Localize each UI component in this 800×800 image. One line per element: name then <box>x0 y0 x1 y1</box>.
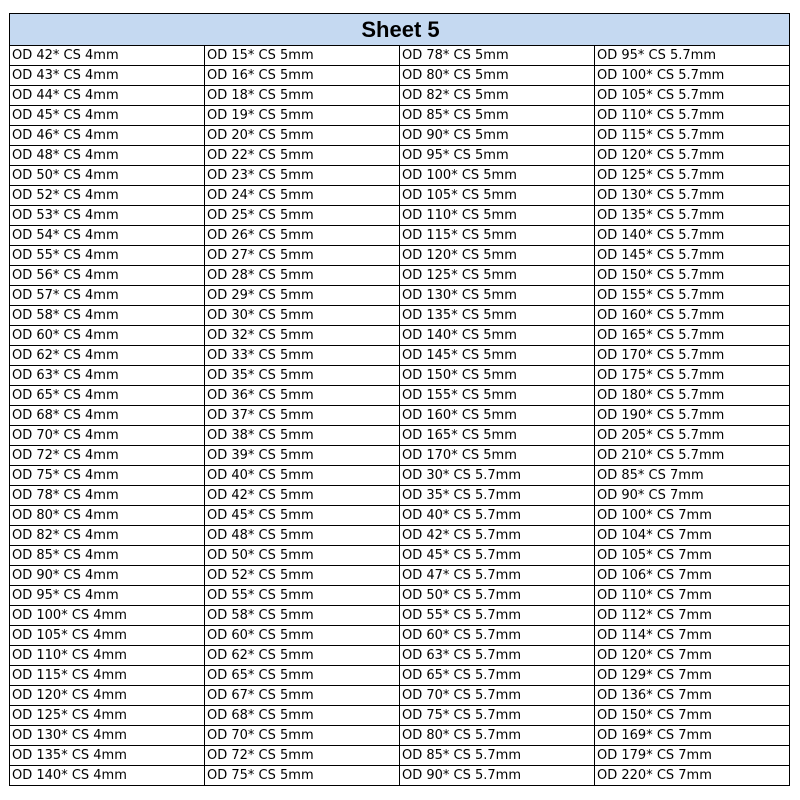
table-cell: OD 35* CS 5.7mm <box>400 486 595 506</box>
table-cell: OD 20* CS 5mm <box>205 126 400 146</box>
table-cell: OD 40* CS 5.7mm <box>400 506 595 526</box>
table-cell: OD 22* CS 5mm <box>205 146 400 166</box>
table-cell: OD 30* CS 5.7mm <box>400 466 595 486</box>
table-cell: OD 32* CS 5mm <box>205 326 400 346</box>
table-cell: OD 129* CS 7mm <box>595 666 790 686</box>
table-cell: OD 105* CS 5mm <box>400 186 595 206</box>
table-row <box>10 146 790 166</box>
table-row <box>10 706 790 726</box>
table-cell: OD 45* CS 5.7mm <box>400 546 595 566</box>
table-cell: OD 35* CS 5mm <box>205 366 400 386</box>
table-cell: OD 160* CS 5.7mm <box>595 306 790 326</box>
table-cell: OD 90* CS 4mm <box>10 566 205 586</box>
table-cell: OD 50* CS 5.7mm <box>400 586 595 606</box>
table-cell: OD 80* CS 5.7mm <box>400 726 595 746</box>
table-cell: OD 75* CS 4mm <box>10 466 205 486</box>
table-cell: OD 190* CS 5.7mm <box>595 406 790 426</box>
table-row <box>10 46 790 66</box>
table-cell: OD 150* CS 7mm <box>595 706 790 726</box>
table-cell: OD 70* CS 4mm <box>10 426 205 446</box>
table-cell: OD 170* CS 5mm <box>400 446 595 466</box>
table-row <box>10 186 790 206</box>
table-cell: OD 44* CS 4mm <box>10 86 205 106</box>
table-cell: OD 48* CS 4mm <box>10 146 205 166</box>
table-row <box>10 606 790 626</box>
table-cell: OD 110* CS 4mm <box>10 646 205 666</box>
table-cell: OD 56* CS 4mm <box>10 266 205 286</box>
table-row <box>10 426 790 446</box>
table-cell: OD 55* CS 5.7mm <box>400 606 595 626</box>
table-row <box>10 206 790 226</box>
table-cell: OD 115* CS 4mm <box>10 666 205 686</box>
table-cell: OD 82* CS 4mm <box>10 526 205 546</box>
table-cell: OD 82* CS 5mm <box>400 86 595 106</box>
table-row <box>10 626 790 646</box>
table-row <box>10 346 790 366</box>
table-cell: OD 95* CS 4mm <box>10 586 205 606</box>
table-cell: OD 46* CS 4mm <box>10 126 205 146</box>
table-row <box>10 746 790 766</box>
table-cell: OD 27* CS 5mm <box>205 246 400 266</box>
table-cell: OD 100* CS 5mm <box>400 166 595 186</box>
table-cell: OD 179* CS 7mm <box>595 746 790 766</box>
table-cell: OD 100* CS 5.7mm <box>595 66 790 86</box>
table-cell: OD 175* CS 5.7mm <box>595 366 790 386</box>
table-cell: OD 57* CS 4mm <box>10 286 205 306</box>
table-cell: OD 120* CS 5mm <box>400 246 595 266</box>
table-row <box>10 286 790 306</box>
table-cell: OD 106* CS 7mm <box>595 566 790 586</box>
table-row <box>10 246 790 266</box>
table-row <box>10 226 790 246</box>
table-cell: OD 150* CS 5mm <box>400 366 595 386</box>
table-cell: OD 70* CS 5.7mm <box>400 686 595 706</box>
table-cell: OD 75* CS 5mm <box>205 766 400 786</box>
table-cell: OD 135* CS 4mm <box>10 746 205 766</box>
table-cell: OD 63* CS 5.7mm <box>400 646 595 666</box>
table-cell: OD 30* CS 5mm <box>205 306 400 326</box>
table-row <box>10 566 790 586</box>
table-cell: OD 40* CS 5mm <box>205 466 400 486</box>
table-cell: OD 80* CS 4mm <box>10 506 205 526</box>
table-cell: OD 180* CS 5.7mm <box>595 386 790 406</box>
table-cell: OD 24* CS 5mm <box>205 186 400 206</box>
table-cell: OD 130* CS 5mm <box>400 286 595 306</box>
table-cell: OD 125* CS 5.7mm <box>595 166 790 186</box>
table-cell: OD 155* CS 5mm <box>400 386 595 406</box>
table-cell: OD 58* CS 4mm <box>10 306 205 326</box>
table-cell: OD 90* CS 7mm <box>595 486 790 506</box>
table-cell: OD 130* CS 5.7mm <box>595 186 790 206</box>
table-cell: OD 33* CS 5mm <box>205 346 400 366</box>
table-cell: OD 90* CS 5.7mm <box>400 766 595 786</box>
table-cell: OD 95* CS 5.7mm <box>595 46 790 66</box>
table-cell: OD 19* CS 5mm <box>205 106 400 126</box>
table-cell: OD 169* CS 7mm <box>595 726 790 746</box>
table-cell: OD 112* CS 7mm <box>595 606 790 626</box>
table-cell: OD 50* CS 5mm <box>205 546 400 566</box>
table-body <box>10 46 790 786</box>
table-cell: OD 130* CS 4mm <box>10 726 205 746</box>
table-row <box>10 666 790 686</box>
table-cell: OD 62* CS 5mm <box>205 646 400 666</box>
table-cell: OD 78* CS 5mm <box>400 46 595 66</box>
table-cell: OD 23* CS 5mm <box>205 166 400 186</box>
table-cell: OD 26* CS 5mm <box>205 226 400 246</box>
table-cell: OD 42* CS 4mm <box>10 46 205 66</box>
table-row <box>10 686 790 706</box>
table-row <box>10 106 790 126</box>
table-cell: OD 170* CS 5.7mm <box>595 346 790 366</box>
table-row <box>10 506 790 526</box>
table-row <box>10 586 790 606</box>
table-row <box>10 126 790 146</box>
table-cell: OD 47* CS 5.7mm <box>400 566 595 586</box>
table-cell: OD 48* CS 5mm <box>205 526 400 546</box>
table-cell: OD 85* CS 5mm <box>400 106 595 126</box>
table-row <box>10 266 790 286</box>
table-cell: OD 115* CS 5.7mm <box>595 126 790 146</box>
table-cell: OD 120* CS 4mm <box>10 686 205 706</box>
table-row <box>10 326 790 346</box>
table-cell: OD 145* CS 5mm <box>400 346 595 366</box>
sheet-title: Sheet 5 <box>10 14 790 46</box>
size-table <box>9 13 790 786</box>
table-cell: OD 100* CS 4mm <box>10 606 205 626</box>
table-row <box>10 546 790 566</box>
table-cell: OD 120* CS 7mm <box>595 646 790 666</box>
table-row <box>10 646 790 666</box>
table-cell: OD 60* CS 5mm <box>205 626 400 646</box>
table-cell: OD 75* CS 5.7mm <box>400 706 595 726</box>
table-cell: OD 39* CS 5mm <box>205 446 400 466</box>
table-cell: OD 85* CS 4mm <box>10 546 205 566</box>
table-cell: OD 105* CS 4mm <box>10 626 205 646</box>
table-cell: OD 105* CS 7mm <box>595 546 790 566</box>
table-cell: OD 90* CS 5mm <box>400 126 595 146</box>
title-row <box>10 14 790 46</box>
table-cell: OD 65* CS 5mm <box>205 666 400 686</box>
table-cell: OD 85* CS 5.7mm <box>400 746 595 766</box>
table-cell: OD 78* CS 4mm <box>10 486 205 506</box>
table-row <box>10 386 790 406</box>
table-cell: OD 210* CS 5.7mm <box>595 446 790 466</box>
table-cell: OD 85* CS 7mm <box>595 466 790 486</box>
table-cell: OD 50* CS 4mm <box>10 166 205 186</box>
table-cell: OD 43* CS 4mm <box>10 66 205 86</box>
table-row <box>10 726 790 746</box>
table-cell: OD 100* CS 7mm <box>595 506 790 526</box>
table-cell: OD 52* CS 4mm <box>10 186 205 206</box>
table-cell: OD 110* CS 5.7mm <box>595 106 790 126</box>
table-row <box>10 306 790 326</box>
table-cell: OD 105* CS 5.7mm <box>595 86 790 106</box>
table-cell: OD 53* CS 4mm <box>10 206 205 226</box>
table-cell: OD 68* CS 5mm <box>205 706 400 726</box>
table-cell: OD 16* CS 5mm <box>205 66 400 86</box>
table-cell: OD 42* CS 5mm <box>205 486 400 506</box>
table-cell: OD 165* CS 5.7mm <box>595 326 790 346</box>
table-cell: OD 58* CS 5mm <box>205 606 400 626</box>
table-cell: OD 125* CS 5mm <box>400 266 595 286</box>
table-row <box>10 366 790 386</box>
table-cell: OD 60* CS 4mm <box>10 326 205 346</box>
table-cell: OD 110* CS 5mm <box>400 206 595 226</box>
table-cell: OD 160* CS 5mm <box>400 406 595 426</box>
table-cell: OD 114* CS 7mm <box>595 626 790 646</box>
table-cell: OD 140* CS 4mm <box>10 766 205 786</box>
table-cell: OD 15* CS 5mm <box>205 46 400 66</box>
table-cell: OD 205* CS 5.7mm <box>595 426 790 446</box>
table-cell: OD 38* CS 5mm <box>205 426 400 446</box>
table-cell: OD 55* CS 4mm <box>10 246 205 266</box>
table-cell: OD 55* CS 5mm <box>205 586 400 606</box>
table-cell: OD 70* CS 5mm <box>205 726 400 746</box>
table-cell: OD 136* CS 7mm <box>595 686 790 706</box>
table-cell: OD 140* CS 5mm <box>400 326 595 346</box>
table-row <box>10 766 790 786</box>
table-row <box>10 66 790 86</box>
table-cell: OD 145* CS 5.7mm <box>595 246 790 266</box>
table-cell: OD 36* CS 5mm <box>205 386 400 406</box>
table-cell: OD 45* CS 5mm <box>205 506 400 526</box>
table-cell: OD 18* CS 5mm <box>205 86 400 106</box>
table-cell: OD 68* CS 4mm <box>10 406 205 426</box>
table-row <box>10 486 790 506</box>
table-cell: OD 135* CS 5.7mm <box>595 206 790 226</box>
table-cell: OD 150* CS 5.7mm <box>595 266 790 286</box>
table-cell: OD 25* CS 5mm <box>205 206 400 226</box>
table-cell: OD 52* CS 5mm <box>205 566 400 586</box>
table-cell: OD 42* CS 5.7mm <box>400 526 595 546</box>
table-cell: OD 63* CS 4mm <box>10 366 205 386</box>
table-cell: OD 155* CS 5.7mm <box>595 286 790 306</box>
table-row <box>10 446 790 466</box>
table-cell: OD 95* CS 5mm <box>400 146 595 166</box>
table-cell: OD 125* CS 4mm <box>10 706 205 726</box>
table-cell: OD 72* CS 4mm <box>10 446 205 466</box>
table-cell: OD 120* CS 5.7mm <box>595 146 790 166</box>
table-cell: OD 110* CS 7mm <box>595 586 790 606</box>
table-cell: OD 80* CS 5mm <box>400 66 595 86</box>
table-cell: OD 60* CS 5.7mm <box>400 626 595 646</box>
table-cell: OD 67* CS 5mm <box>205 686 400 706</box>
table-cell: OD 140* CS 5.7mm <box>595 226 790 246</box>
table-cell: OD 29* CS 5mm <box>205 286 400 306</box>
table-row <box>10 526 790 546</box>
table-row <box>10 406 790 426</box>
table-row <box>10 166 790 186</box>
table-cell: OD 165* CS 5mm <box>400 426 595 446</box>
table-cell: OD 72* CS 5mm <box>205 746 400 766</box>
table-cell: OD 115* CS 5mm <box>400 226 595 246</box>
table-cell: OD 104* CS 7mm <box>595 526 790 546</box>
table-cell: OD 65* CS 5.7mm <box>400 666 595 686</box>
table-row <box>10 86 790 106</box>
table-cell: OD 54* CS 4mm <box>10 226 205 246</box>
table-cell: OD 45* CS 4mm <box>10 106 205 126</box>
table-cell: OD 62* CS 4mm <box>10 346 205 366</box>
table-cell: OD 65* CS 4mm <box>10 386 205 406</box>
table-cell: OD 220* CS 7mm <box>595 766 790 786</box>
table-cell: OD 28* CS 5mm <box>205 266 400 286</box>
table-row <box>10 466 790 486</box>
table-cell: OD 37* CS 5mm <box>205 406 400 426</box>
table-cell: OD 135* CS 5mm <box>400 306 595 326</box>
